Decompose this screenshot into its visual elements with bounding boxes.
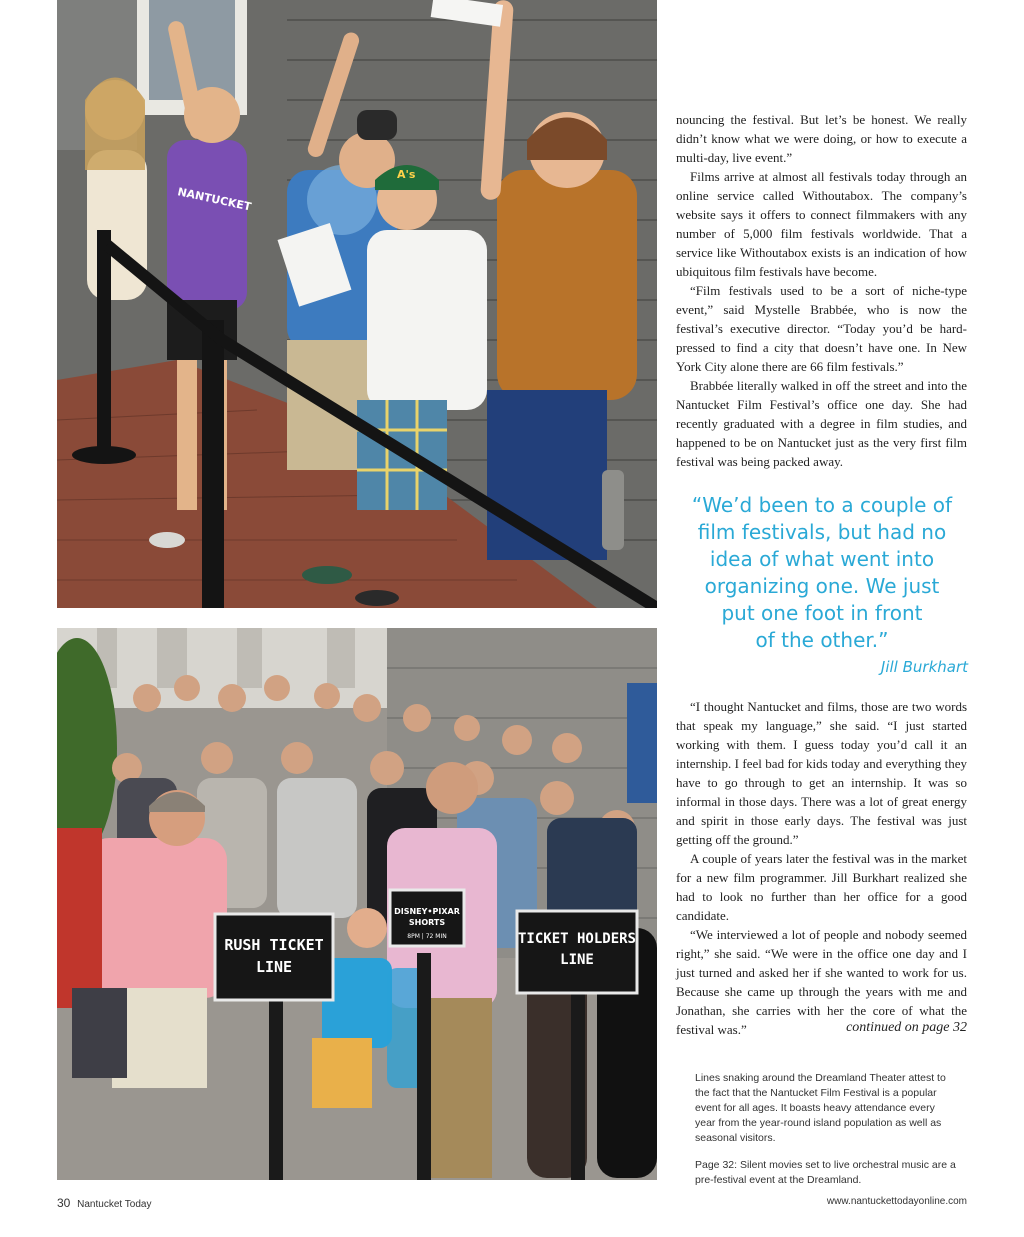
caption-text: Page 32: Silent movies set to live orchestral music are a pre-festival event at the Dreamland. bbox=[695, 1159, 956, 1186]
paragraph: nouncing the festival. But let’s be honest. We really didn’t know what we were doing, or how to execute a multi-day, live event.” bbox=[676, 112, 967, 165]
paragraph: “I thought Nantucket and films, those are two words that speak my language,” she said. “I just started working with them. I guess today you’d call it an internship. I feel bad for kids today and everything they have to go through to get an internship. It was so informal in those days. There was a lot of great energy and spirit in those early days. The festival was just getting off the ground.” bbox=[676, 699, 967, 847]
paragraph: A couple of years later the festival was in the market for a new film programmer. Jill Burkhart realized she had to look no further than her office for a good candidate. bbox=[676, 851, 967, 923]
svg-text:DISNEY•PIXAR: DISNEY•PIXAR bbox=[394, 907, 460, 916]
page-number: 30 bbox=[57, 1196, 71, 1210]
pull-quote-line: put one foot in front bbox=[721, 601, 923, 625]
pull-quote-line: of the other.” bbox=[755, 628, 889, 652]
paragraph: Brabbée literally walked in off the street and into the Nantucket Film Festival’s office one day. She had recently graduated with a degree in film studies, and happened to be on Nantucket just as the very first film festival was being packed away. bbox=[676, 378, 967, 469]
svg-text:LINE: LINE bbox=[560, 952, 594, 968]
svg-text:TICKET HOLDERS: TICKET HOLDERS bbox=[517, 931, 637, 947]
article-text-upper bbox=[676, 110, 967, 471]
footer-url[interactable]: www.nantuckettodayonline.com bbox=[826, 1196, 967, 1207]
paragraph: “Film festivals used to be a sort of niche-type event,” said Mystelle Brabbée, who is now the festival’s executive director. “Today you’d be hard-pressed to find a city that doesn’t have one. In New York City alone there are 66 film festivals.” bbox=[676, 283, 967, 374]
article-text-lower bbox=[676, 697, 967, 1039]
svg-text:RUSH TICKET: RUSH TICKET bbox=[224, 936, 324, 954]
pull-quote-line: idea of what went into bbox=[709, 547, 935, 571]
photo-caption bbox=[695, 1071, 957, 1200]
svg-text:SHORTS: SHORTS bbox=[408, 918, 446, 927]
svg-text:LINE: LINE bbox=[255, 958, 293, 976]
sign-rush-ticket bbox=[215, 914, 333, 1000]
footer-left bbox=[57, 1196, 151, 1210]
sign-disney-pixar bbox=[390, 890, 464, 946]
photo-kids-cheering bbox=[57, 0, 657, 608]
pull-quote-attribution: Jill Burkhart bbox=[880, 658, 968, 676]
shirt-text: NANTUCKET bbox=[176, 185, 253, 214]
cap-text: A's bbox=[397, 168, 416, 181]
paragraph: “We interviewed a lot of people and nobody seemed right,” she said. “We were in the office one day and I just turned and asked her if she wanted to work for us. Because she came up through the years with me and Jonathan, she carries with her the core of what the festival was.” bbox=[676, 927, 967, 1037]
photo-crowd-lines bbox=[57, 628, 657, 1180]
pull-quote bbox=[672, 492, 972, 676]
svg-text:8PM | 72 MIN: 8PM | 72 MIN bbox=[407, 933, 447, 940]
caption-text: Lines snaking around the Dreamland Theater attest to the fact that the Nantucket Film Festival is a popular event for all ages. It boasts heavy attendance every year from the year-round island population as well as seasonal visitors. bbox=[695, 1072, 946, 1144]
sign-ticket-holders bbox=[517, 911, 637, 993]
paragraph: Films arrive at almost all festivals today through an online service called Withoutabox. The company’s website says it offers to connect filmmakers with any number of 5,000 film festivals worldwide. That a service like Withoutabox exists is an indication of how ubiquitous film festivals have become. bbox=[676, 169, 967, 279]
continued-link[interactable]: continued on page 32 bbox=[846, 1020, 967, 1035]
pull-quote-line: “We’d been to a couple of bbox=[691, 493, 953, 517]
magazine-name: Nantucket Today bbox=[77, 1199, 152, 1210]
pull-quote-line: film festivals, but had no bbox=[697, 520, 947, 544]
pull-quote-line: organizing one. We just bbox=[704, 574, 940, 598]
